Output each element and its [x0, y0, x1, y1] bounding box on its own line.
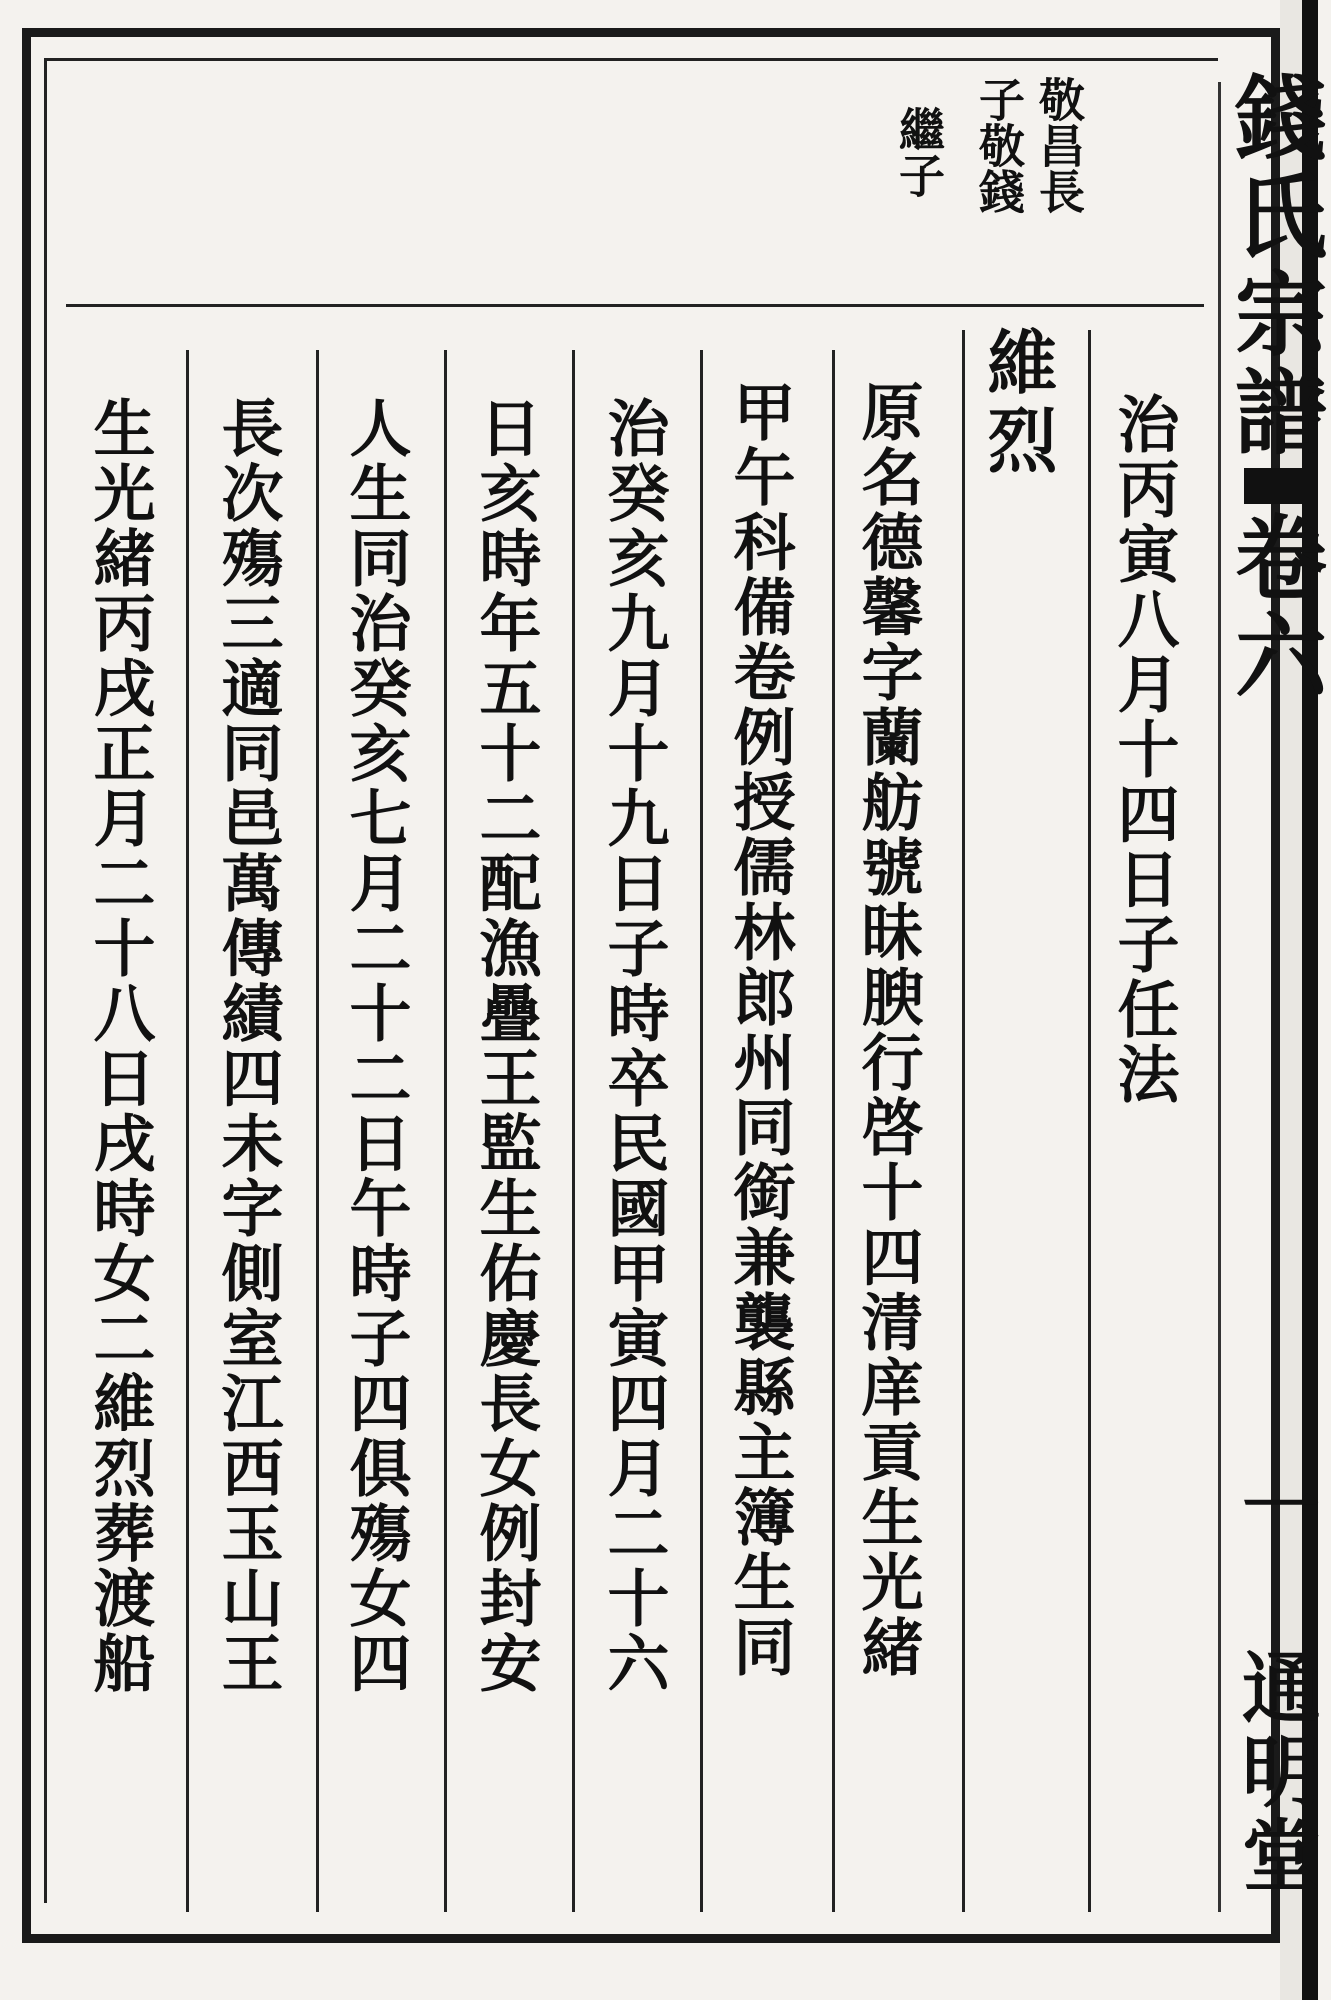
- text-column: 生光緒丙戌正月二十八日戌時女二維烈葬渡船: [83, 396, 156, 1696]
- upper-note-col: 敬昌長: [1032, 76, 1086, 214]
- volume-label: 卷六: [1220, 510, 1328, 706]
- column-rule: [700, 350, 703, 1912]
- text-column: 治癸亥九月十九日子時卒民國甲寅四月二十六: [597, 396, 670, 1696]
- banner: [1220, 70, 1328, 1920]
- column-rule: [186, 350, 189, 1912]
- upper-note-col: 繼子: [892, 106, 946, 198]
- book-title: 錢氏宗譜: [1220, 70, 1328, 462]
- text-column: 長次殤三適同邑萬傳績四未字側室江西玉山王: [211, 396, 284, 1696]
- person-name: 維烈: [976, 326, 1059, 482]
- column-rule: [1088, 330, 1091, 1912]
- hall-name: 一 通明堂: [1229, 1466, 1320, 1899]
- column-rule: [962, 330, 965, 1912]
- column-rule: [572, 350, 575, 1912]
- title-volume-separator: [1244, 468, 1304, 504]
- upper-note-col: 子敬錢: [972, 76, 1026, 214]
- text-column: 原名德馨字蘭舫號昧腴行啓十四清庠貢生光緒: [851, 380, 924, 1680]
- text-column: 甲午科備卷例授儒林郎州同銜兼襲縣主簿生同: [723, 380, 796, 1680]
- text-column: 治丙寅八月十四日子任法: [1107, 392, 1180, 1107]
- text-column: 人生同治癸亥七月二十二日午時子四俱殤女四: [339, 396, 412, 1696]
- column-rule: [832, 350, 835, 1912]
- column-rule: [444, 350, 447, 1912]
- text-column: 日亥時年五十二配漁疊王監生佑慶長女例封安: [469, 396, 542, 1696]
- upper-register-rule: [66, 304, 1204, 307]
- column-rule: [316, 350, 319, 1912]
